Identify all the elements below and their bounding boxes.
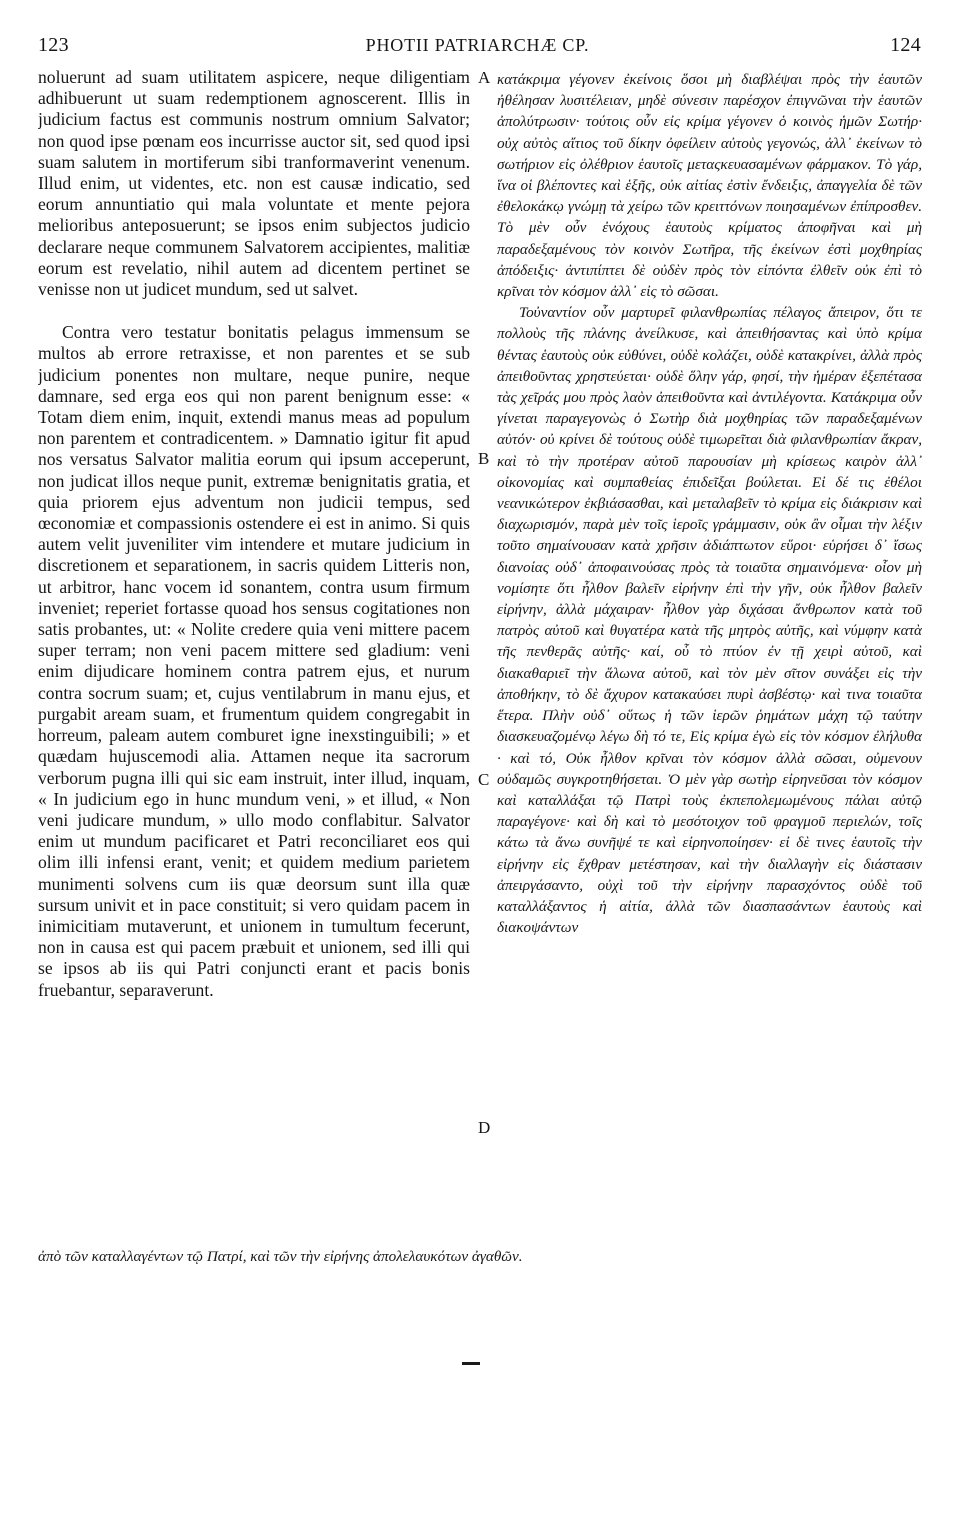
margin-letter-a: A	[478, 68, 491, 87]
greek-closing-line: ἀπὸ τῶν καταλλαγέντων τῷ Πατρί, καὶ τῶν τὴν εἰρήνης ἀπολελαυκότων ἀγαθῶν.	[38, 1248, 523, 1265]
page-number-right: 124	[890, 34, 921, 56]
greek-column	[497, 69, 922, 938]
margin-letter-b: B	[478, 449, 490, 468]
latin-column	[38, 67, 470, 1001]
page-number-left: 123	[38, 34, 69, 56]
margin-letter-c: C	[478, 770, 490, 789]
greek-paragraph-2: Τοὐναντίον οὖν μαρτυρεῖ φιλανθρωπίας πέλαγος ἄπειρον, ὅτι τε πολλοὺς τῆς πλάνης ἀνείλκυσε, καὶ ἀπειθήσαντας καὶ ὑπὸ κρίμα θέντας ἑαυτοὺς οὐκ εὐθύνει, οὐδὲ κολάζει, οὐδὲ κατακρίνει, ἀλλὰ πρὸς ἀπειθοῦντας χρηστεύεται· οὐδὲ ὅλην γάρ, φησί, τὴν ἡμέραν ἐξεπέτασα τὰς χεῖράς μου πρὸς λαὸν ἀπειθοῦντα καὶ ἀντιλέγοντα. Κατάκριμα οὖν γίνεται παραγεγονὼς ὁ Σωτὴρ διὰ μοχθηρίας τῶν παραδεξαμένων αὐτόν· οὐ κρίνει δὲ τούτους οὐδὲ τιμωρεῖται διὰ φιλανθρωπίαν ἄκραν, καὶ τὸ τὴν προτέραν αὐτοῦ παρουσίαν μὴ κρίσεως καιρὸν ἀλλ᾽ οἰκονομίας καὶ συμπαθείας ἐπιδεῖξαι βούλεται. Εἰ δέ τις ἐθέλοι νεανικώτερον ἐκβιάσασθαι, καὶ μεταλαβεῖν τὸ κρίμα εἰς διάκρισιν καὶ διαχωρισμόν, παρὰ μὲν τοῖς ἱεροῖς γράμμασιν, οὐκ ἂν οἶμαι τὴν λέξιν τοῦτο σημαίνουσαν κατὰ χρῆσιν ἀδιάπτωτον εὕροι· εὑρήσει δ᾽ ἴσως διανοίας οὐδ᾽ ἀποφαινούσας πρὸς τὰ τοιαῦτα σημαινόμενα· οἷον μὴ νομίσητε ὅτι ἦλθον βαλεῖν εἰρήνην ἐπὶ τὴν γῆν, οὐκ ἦλθον βαλεῖν εἰρήνην, ἀλλὰ μάχαιραν· ἦλθον γὰρ διχάσαι ἄνθρωπον κατὰ τοῦ πατρὸς αὐτοῦ καὶ θυγατέρα κατὰ τῆς μητρὸς αὐτῆς, καὶ νύμφην κατὰ τῆς πενθερᾶς αὐτῆς· καί, οὗ τὸ πτύον ἐν τῇ χειρὶ αὐτοῦ, καὶ διακαθαριεῖ τὴν ἅλωνα αὐτοῦ, καὶ τὸν μὲν σῖτον συνάξει εἰς τὴν ἀποθήκην, τὸ δὲ ἄχυρον κατακαύσει πυρὶ ἀσβέστῳ· καὶ τινα τοιαῦτα ἕτερα. Πλὴν οὐδ᾽ οὕτως ἡ τῶν ἱερῶν ῥημάτων μάχη τῷ ταύτην διασκευαζομένῳ λέγω δὴ τό τε, Εἰς κρίμα ἐγὼ εἰς τὸν κόσμον ἐλήλυθα · καὶ τό, Οὐκ ἦλθον κρῖναι τὸν κόσμον ἀλλὰ σῶσαι, οὐμενουν οὐδαμῶς συγκροτηθήσεται. Ὁ μὲν γὰρ σωτὴρ εἰρηνεῦσαι τὸν κόσμον καὶ καταλλάξαι τῷ Πατρὶ τοὺς ἐκπεπολεμωμένους πάλαι αὐτῷ παραγέγονε· καὶ δὴ καὶ τὸ μεσότοιχον τοῦ φραγμοῦ περιελών, τοῖς κάτω τὰ ἄνω συνῆψέ τε καὶ εἰρηνοποίησεν· εἰ δὲ τινες ἑαυτοῖς τὴν εἰρήνην εἰς ἔχθραν μετέστησαν, καὶ τὴν διαλλαγὴν εἰς διάστασιν ἀπειργάσαντο, οὐχὶ τοῦ τὴν εἰρήνην παρασχόντος οὐδὲ τοῦ καταλλάξαντος ἡ αἰτία, ἀλλὰ τῶν διασπασάντων ἑαυτοὺς καὶ διακοψάντων	[497, 304, 922, 937]
running-title: PHOTII PATRIARCHÆ CP.	[365, 35, 590, 55]
margin-letter-d: D	[478, 1118, 491, 1137]
latin-paragraph-2: Contra vero testatur bonitatis pelagus immensum se multos ab errore retraxisse, et non parentes et se sub judicium ponentes non multare, neque punire, neque damnare, sed erga eos qui non parent benignum esse: « Totam diem enim, inquit, extendi manus meas ad populum non parentem et contradicentem. » Damnatio igitur fit apud nos versatus Salvator malitia eorum qui ipsum acceperunt, non judicat illos neque punit, extremæ benignitatis gratia, et quia priorem ejus adventum non judicii tempus, sed œconomiæ et compassionis ostendere ei est in animo. Si quis autem velit juveniliter vim intendere et mutare judicium in discretionem et separationem, in sacris quidem Litteris non, ut arbitror, hanc vocem id sonantem, contra usum firmum inveniet; reperiet fortasse quoad hos sensus cogitationes non satis probantes, ut: « Nolite credere quia veni mittere pacem super terram; non veni pacem mittere sed gladium: veni enim dijudicare hominem contra patrem ejus, et nurum contra socrum suam; et, cujus ventilabrum in manu ejus, et purgabit aream suam, et frumentum quidem congregabit in horreum, paleam autem comburet igne inexstinguibili; » et quædam hujuscemodi alia. Attamen neque ita sacrorum verborum pugna illi qui sic eam instruit, inter illud, inquam, « In judicium ego in hunc mundum veni, » et illud, « Non veni judicare mundum, » ullo modo conflabitur. Salvator enim ut mundum pacificaret et Patri reconciliaret eos qui olim illi infensi erant, venit; et quidem medium parietem munimenti solvens cum iis quæ deorsum sunt illa quæ sursum univit et in pace constituit; si vero quidam pacem in inimicitiam mutaverunt, et unionem in tumultum fecerunt, non in causa est qui pacem præbuit et unionem, sed illi qui se ipsos ab iis qui Patri conjuncti erant et pacis bonis fruebantur, separaverunt.	[38, 322, 470, 1000]
latin-paragraph-1: noluerunt ad suam utilitatem aspicere, neque diligentiam adhibuerunt ut suam redemptionem agnoscerent. Illis in judicium factus est communis nostrum omnium Salvator; non quod ipse pœnam eos incurrisse auctor sit, sed quod ipsi suam salutem in mortiferum sibi tranformaverint venenum. Illud enim, ut videntes, etc. non est causæ indicatio, sed eorum annuntiatio qui mala voluntate et mente pejora melioribus anteposuerunt; se ipsos enim subjectos judicio declarare neque communem Salvatorem accipientes, malitiæ eorum est revelatio, nihil autem ad dicentem pertinet se venisse non ut judicet mundum, sed ut salvet.	[38, 67, 470, 300]
greek-paragraph-1: κατάκριμα γέγονεν ἐκείνοις ὅσοι μὴ διαβλέψαι πρὸς τὴν ἑαυτῶν ἠθέλησαν λυσιτέλειαν, μηδὲ σύνεσιν παρέσχον ἐπιγνῶναι τὴν ἑαυτῶν ἀπολύτρωσιν· τούτοις οὖν εἰς κρίμα γέγονεν ὁ κοινὸς ἡμῶν Σωτήρ· οὐχ αὐτὸς αἴτιος τοῦ δίκην ὀφείλειν αὐτοὺς γεγονώς, ἀλλ᾽ ἐκείνων τὸ σωτήριον εἰς ὀλέθριον ἑαυτοῖς μεταςκευασαμένων φάρμακον. Τὸ γάρ, ἵνα οἱ βλέποντες καὶ ἑξῆς, οὐκ αἰτίας ἐστὶν ἔνδειξις, ἀπαγγελία δὲ τῶν ἐθελοκάκῳ γνώμῃ τὰ χείρω τῶν κρειττόνων ποιησαμένων ἐπίπροσθεν. Τὸ μὲν οὖν ἐνόχους ἑαυτοὺς κρίματος ἀποφῆναι καὶ μὴ παραδεξαμένους τὸν κοινὸν Σωτῆρα, τῆς ἐκείνων ἐστὶ μοχθηρίας ἀπόδειξις· ἀντιπίπτει δὲ οὐδὲν πρὸς τὸν εἰπόντα ἐλθεῖν οὐκ ἐπὶ τὸ κρῖναι τὸν κόσμον ἀλλ᾽ εἰς τὸ σῶσαι.	[497, 71, 922, 301]
end-rule	[462, 1362, 480, 1365]
